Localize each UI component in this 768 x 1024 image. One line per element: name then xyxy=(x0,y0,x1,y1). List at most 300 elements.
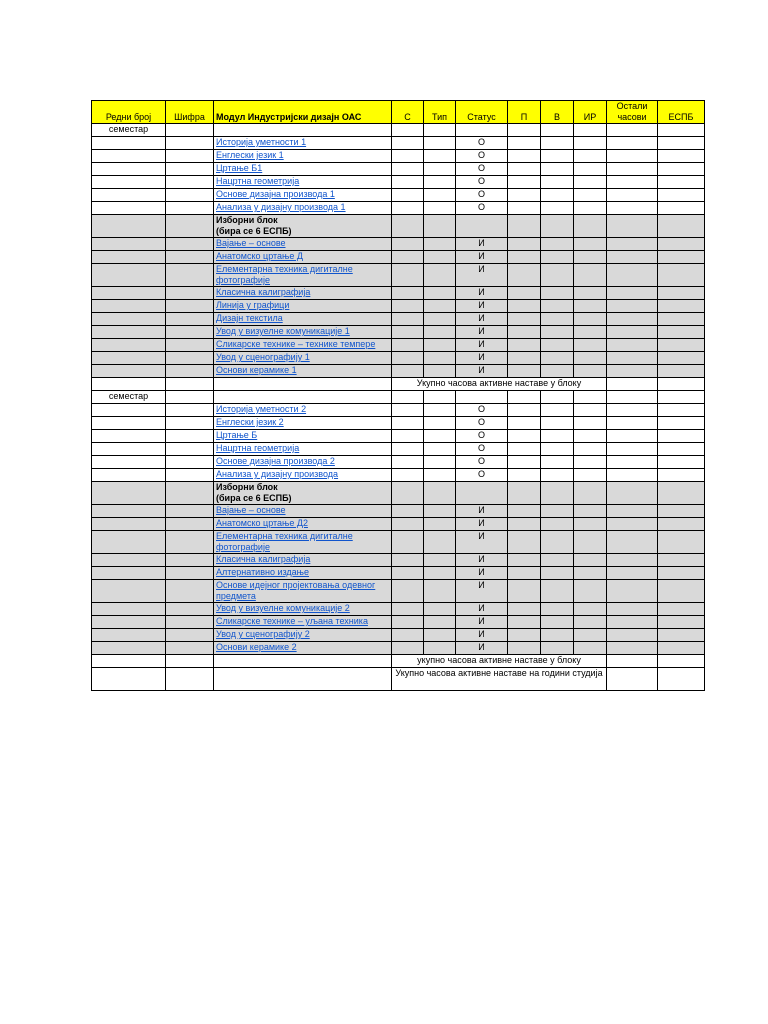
empty-cell xyxy=(392,163,424,176)
empty-cell xyxy=(658,287,705,300)
empty-cell xyxy=(92,251,166,264)
empty-cell xyxy=(574,430,607,443)
empty-cell xyxy=(424,124,456,137)
header-p: П xyxy=(508,101,541,124)
status-cell: И xyxy=(456,339,508,352)
empty-cell xyxy=(92,202,166,215)
empty-cell xyxy=(607,378,658,391)
empty-cell xyxy=(392,391,424,404)
empty-cell xyxy=(92,378,166,391)
course-name-cell xyxy=(214,137,392,150)
empty-cell xyxy=(541,326,574,339)
empty-cell xyxy=(508,456,541,469)
empty-cell xyxy=(508,365,541,378)
empty-cell xyxy=(166,238,214,251)
status-cell: О xyxy=(456,417,508,430)
empty-cell xyxy=(508,176,541,189)
block-total-label: Укупно часова активне наставе у блоку xyxy=(392,378,607,391)
empty-cell xyxy=(166,215,214,238)
empty-cell xyxy=(508,189,541,202)
year-total-label: Укупно часова активне наставе на години студија xyxy=(392,668,607,691)
status-cell: И xyxy=(456,531,508,554)
empty-cell xyxy=(166,150,214,163)
empty-cell xyxy=(424,518,456,531)
empty-cell xyxy=(658,264,705,287)
empty-cell xyxy=(607,238,658,251)
table-header-row xyxy=(92,101,705,124)
empty-cell xyxy=(607,603,658,616)
course-row xyxy=(92,163,705,176)
empty-cell xyxy=(607,629,658,642)
status-cell: И xyxy=(456,603,508,616)
course-row xyxy=(92,189,705,202)
course-link[interactable]: Увод у сценографију 2 xyxy=(216,629,310,639)
block-total-row xyxy=(92,378,705,391)
empty-cell xyxy=(424,616,456,629)
status-cell: О xyxy=(456,163,508,176)
empty-cell xyxy=(92,505,166,518)
empty-cell xyxy=(392,339,424,352)
empty-cell xyxy=(424,326,456,339)
course-link[interactable]: Цртање Б1 xyxy=(216,163,263,173)
empty-cell xyxy=(607,176,658,189)
empty-cell xyxy=(574,137,607,150)
course-link[interactable]: Нацртна геометрија xyxy=(216,443,300,453)
empty-cell xyxy=(424,287,456,300)
empty-cell xyxy=(92,137,166,150)
empty-cell xyxy=(607,518,658,531)
course-link[interactable]: Линија у графици xyxy=(216,300,290,310)
empty-cell xyxy=(607,482,658,505)
empty-cell xyxy=(166,313,214,326)
empty-cell xyxy=(658,378,705,391)
empty-cell xyxy=(392,150,424,163)
course-link[interactable]: Анализа у дизајну производа xyxy=(216,469,339,479)
empty-cell xyxy=(607,352,658,365)
empty-cell xyxy=(607,189,658,202)
empty-cell xyxy=(424,365,456,378)
status-cell: О xyxy=(456,469,508,482)
header-modul: Модул Индустријски дизајн ОАС xyxy=(214,101,392,124)
empty-cell xyxy=(392,215,424,238)
course-link[interactable]: Анатомско цртање Д2 xyxy=(216,518,308,528)
empty-cell xyxy=(574,443,607,456)
empty-cell xyxy=(607,300,658,313)
course-link[interactable]: Увод у визуелне комуникације 2 xyxy=(216,603,350,613)
course-link[interactable]: Увод у визуелне комуникације 1 xyxy=(216,326,350,336)
course-link[interactable]: Сликарске технике – уљана техника xyxy=(216,616,368,626)
empty-cell xyxy=(392,124,424,137)
empty-cell xyxy=(508,124,541,137)
status-cell: И xyxy=(456,554,508,567)
course-name-cell xyxy=(214,313,392,326)
empty-cell xyxy=(658,469,705,482)
course-row xyxy=(92,443,705,456)
empty-cell xyxy=(166,655,214,668)
empty-cell xyxy=(607,642,658,655)
empty-cell xyxy=(658,655,705,668)
empty-cell xyxy=(607,469,658,482)
empty-cell xyxy=(508,238,541,251)
empty-cell xyxy=(574,264,607,287)
empty-cell xyxy=(166,469,214,482)
course-name-cell xyxy=(214,287,392,300)
empty-cell xyxy=(166,176,214,189)
empty-cell xyxy=(658,150,705,163)
empty-cell xyxy=(392,642,424,655)
empty-cell xyxy=(574,417,607,430)
empty-cell xyxy=(658,124,705,137)
empty-cell xyxy=(508,251,541,264)
empty-cell xyxy=(424,482,456,505)
empty-cell xyxy=(92,300,166,313)
empty-cell xyxy=(92,215,166,238)
course-link[interactable]: Енглески језик 1 xyxy=(216,150,284,160)
status-cell: И xyxy=(456,365,508,378)
block-total-row xyxy=(92,655,705,668)
empty-cell xyxy=(392,326,424,339)
course-row xyxy=(92,251,705,264)
empty-cell xyxy=(658,137,705,150)
empty-cell xyxy=(658,443,705,456)
empty-cell xyxy=(574,567,607,580)
course-link[interactable]: Основе дизајна производа 1 xyxy=(216,189,335,199)
status-cell: И xyxy=(456,300,508,313)
empty-cell xyxy=(541,189,574,202)
status-cell: И xyxy=(456,567,508,580)
empty-cell xyxy=(92,313,166,326)
course-link[interactable]: Основи керамике 2 xyxy=(216,642,297,652)
empty-cell xyxy=(658,616,705,629)
course-name-cell xyxy=(214,430,392,443)
course-row xyxy=(92,531,705,554)
semester-label: семестар xyxy=(92,124,166,137)
empty-cell xyxy=(392,287,424,300)
empty-cell xyxy=(658,163,705,176)
empty-cell xyxy=(508,469,541,482)
empty-cell xyxy=(607,404,658,417)
course-link[interactable]: Елементарна техника дигиталне фотографије xyxy=(216,264,353,285)
empty-cell xyxy=(508,518,541,531)
semester-row xyxy=(92,391,705,404)
empty-cell xyxy=(574,163,607,176)
empty-cell xyxy=(541,238,574,251)
course-link[interactable]: Основе дизајна производа 2 xyxy=(216,456,335,466)
course-link[interactable]: Историја уметности 1 xyxy=(216,137,307,147)
empty-cell xyxy=(658,313,705,326)
empty-cell xyxy=(607,616,658,629)
course-name-cell xyxy=(214,202,392,215)
empty-cell xyxy=(166,365,214,378)
empty-cell xyxy=(658,176,705,189)
empty-cell xyxy=(92,629,166,642)
empty-cell xyxy=(392,404,424,417)
empty-cell xyxy=(392,629,424,642)
empty-cell xyxy=(92,176,166,189)
empty-cell xyxy=(658,404,705,417)
empty-cell xyxy=(508,264,541,287)
course-row xyxy=(92,238,705,251)
empty-cell xyxy=(658,189,705,202)
empty-cell xyxy=(508,215,541,238)
empty-cell xyxy=(607,137,658,150)
empty-cell xyxy=(166,518,214,531)
empty-cell xyxy=(541,603,574,616)
empty-cell xyxy=(658,505,705,518)
empty-cell xyxy=(92,580,166,603)
empty-cell xyxy=(92,616,166,629)
empty-cell xyxy=(658,238,705,251)
empty-cell xyxy=(424,238,456,251)
course-name-cell xyxy=(214,300,392,313)
empty-cell xyxy=(574,352,607,365)
course-row xyxy=(92,642,705,655)
course-row xyxy=(92,326,705,339)
empty-cell xyxy=(166,163,214,176)
empty-cell xyxy=(574,150,607,163)
empty-cell xyxy=(574,176,607,189)
empty-cell xyxy=(214,391,392,404)
status-cell: И xyxy=(456,287,508,300)
empty-cell xyxy=(574,124,607,137)
empty-cell xyxy=(658,567,705,580)
empty-cell xyxy=(424,137,456,150)
empty-cell xyxy=(166,456,214,469)
course-link[interactable]: Основи керамике 1 xyxy=(216,365,297,375)
empty-cell xyxy=(658,603,705,616)
block-total-label: укупно часова активне наставе у блоку xyxy=(392,655,607,668)
empty-cell xyxy=(92,238,166,251)
course-row xyxy=(92,629,705,642)
empty-cell xyxy=(658,365,705,378)
empty-cell xyxy=(658,215,705,238)
course-row xyxy=(92,456,705,469)
empty-cell xyxy=(392,443,424,456)
empty-cell xyxy=(92,365,166,378)
empty-cell xyxy=(92,642,166,655)
status-cell: И xyxy=(456,238,508,251)
empty-cell xyxy=(541,313,574,326)
course-link[interactable]: Сликарске технике – технике темпере xyxy=(216,339,376,349)
empty-cell xyxy=(607,264,658,287)
status-cell: И xyxy=(456,313,508,326)
empty-cell xyxy=(607,202,658,215)
empty-cell xyxy=(392,300,424,313)
course-link[interactable]: Анализа у дизајну производа 1 xyxy=(216,202,346,212)
empty-cell xyxy=(607,668,658,691)
course-name-cell xyxy=(214,554,392,567)
empty-cell xyxy=(92,150,166,163)
empty-cell xyxy=(392,505,424,518)
elective-block-note: (бира се 6 ЕСПБ) xyxy=(216,226,292,236)
empty-cell xyxy=(574,603,607,616)
empty-cell xyxy=(508,567,541,580)
course-name-cell xyxy=(214,642,392,655)
empty-cell xyxy=(166,603,214,616)
empty-cell xyxy=(92,189,166,202)
course-name-cell xyxy=(214,176,392,189)
course-link[interactable]: Историја уметности 2 xyxy=(216,404,307,414)
empty-cell xyxy=(424,469,456,482)
empty-cell xyxy=(166,443,214,456)
empty-cell xyxy=(607,391,658,404)
empty-cell xyxy=(541,202,574,215)
header-ir: ИР xyxy=(574,101,607,124)
course-row xyxy=(92,417,705,430)
course-link[interactable]: Класична калиграфија xyxy=(216,554,311,564)
empty-cell xyxy=(607,417,658,430)
course-link[interactable]: Класична калиграфија xyxy=(216,287,311,297)
empty-cell xyxy=(166,531,214,554)
empty-cell xyxy=(508,326,541,339)
empty-cell xyxy=(607,339,658,352)
empty-cell xyxy=(92,668,166,691)
empty-cell xyxy=(607,287,658,300)
empty-cell xyxy=(574,365,607,378)
empty-cell xyxy=(508,339,541,352)
empty-cell xyxy=(456,215,508,238)
empty-cell xyxy=(424,215,456,238)
status-cell: И xyxy=(456,326,508,339)
course-link[interactable]: Вајање – основе xyxy=(216,238,286,248)
course-row xyxy=(92,518,705,531)
empty-cell xyxy=(166,264,214,287)
empty-cell xyxy=(607,313,658,326)
course-link[interactable]: Основе идејног пројектовања одевног предмета xyxy=(216,580,376,601)
course-link[interactable]: Енглески језик 2 xyxy=(216,417,284,427)
empty-cell xyxy=(508,163,541,176)
empty-cell xyxy=(607,430,658,443)
header-tip: Тип xyxy=(424,101,456,124)
course-link[interactable]: Дизајн текстила xyxy=(216,313,283,323)
status-cell: О xyxy=(456,456,508,469)
course-name-cell xyxy=(214,251,392,264)
empty-cell xyxy=(574,616,607,629)
status-cell: О xyxy=(456,404,508,417)
empty-cell xyxy=(541,339,574,352)
course-link[interactable]: Елементарна техника дигиталне фотографије xyxy=(216,531,353,552)
course-row xyxy=(92,580,705,603)
status-cell: И xyxy=(456,616,508,629)
empty-cell xyxy=(574,339,607,352)
empty-cell xyxy=(607,150,658,163)
empty-cell xyxy=(166,352,214,365)
status-cell: И xyxy=(456,518,508,531)
empty-cell xyxy=(574,580,607,603)
empty-cell xyxy=(92,417,166,430)
empty-cell xyxy=(508,300,541,313)
empty-cell xyxy=(541,443,574,456)
empty-cell xyxy=(92,603,166,616)
empty-cell xyxy=(508,404,541,417)
empty-cell xyxy=(166,642,214,655)
course-link[interactable]: Увод у сценографију 1 xyxy=(216,352,310,362)
empty-cell xyxy=(424,163,456,176)
empty-cell xyxy=(508,202,541,215)
empty-cell xyxy=(508,417,541,430)
empty-cell xyxy=(166,482,214,505)
empty-cell xyxy=(541,176,574,189)
empty-cell xyxy=(541,352,574,365)
course-link[interactable]: Вајање – основе xyxy=(216,505,286,515)
empty-cell xyxy=(574,215,607,238)
empty-cell xyxy=(166,378,214,391)
empty-cell xyxy=(574,469,607,482)
status-cell: И xyxy=(456,352,508,365)
course-link[interactable]: Цртање Б xyxy=(216,430,258,440)
empty-cell xyxy=(658,339,705,352)
empty-cell xyxy=(424,313,456,326)
elective-block-title xyxy=(214,215,392,238)
empty-cell xyxy=(166,505,214,518)
empty-cell xyxy=(607,163,658,176)
status-cell: И xyxy=(456,629,508,642)
course-name-cell xyxy=(214,326,392,339)
empty-cell xyxy=(92,287,166,300)
empty-cell xyxy=(574,251,607,264)
empty-cell xyxy=(541,300,574,313)
empty-cell xyxy=(508,313,541,326)
empty-cell xyxy=(574,391,607,404)
course-row xyxy=(92,264,705,287)
empty-cell xyxy=(607,251,658,264)
empty-cell xyxy=(92,352,166,365)
empty-cell xyxy=(574,238,607,251)
course-row xyxy=(92,554,705,567)
empty-cell xyxy=(166,404,214,417)
course-name-cell xyxy=(214,163,392,176)
empty-cell xyxy=(392,469,424,482)
empty-cell xyxy=(607,326,658,339)
empty-cell xyxy=(424,456,456,469)
course-name-cell xyxy=(214,189,392,202)
empty-cell xyxy=(541,531,574,554)
course-name-cell xyxy=(214,404,392,417)
header-sifra: Шифра xyxy=(166,101,214,124)
header-ostali: Остали часови xyxy=(607,101,658,124)
empty-cell xyxy=(607,365,658,378)
course-link[interactable]: Анатомско цртање Д xyxy=(216,251,303,261)
empty-cell xyxy=(166,567,214,580)
empty-cell xyxy=(658,629,705,642)
empty-cell xyxy=(508,443,541,456)
course-link[interactable]: Алтернативно издање xyxy=(216,567,310,577)
empty-cell xyxy=(574,505,607,518)
empty-cell xyxy=(658,202,705,215)
empty-cell xyxy=(607,580,658,603)
course-row xyxy=(92,505,705,518)
empty-cell xyxy=(166,300,214,313)
course-link[interactable]: Нацртна геометрија xyxy=(216,176,300,186)
empty-cell xyxy=(508,531,541,554)
empty-cell xyxy=(574,404,607,417)
empty-cell xyxy=(424,300,456,313)
empty-cell xyxy=(92,430,166,443)
course-name-cell xyxy=(214,443,392,456)
empty-cell xyxy=(92,404,166,417)
empty-cell xyxy=(392,482,424,505)
course-name-cell xyxy=(214,505,392,518)
curriculum-table xyxy=(91,100,705,691)
empty-cell xyxy=(607,567,658,580)
empty-cell xyxy=(541,469,574,482)
header-v: В xyxy=(541,101,574,124)
course-row xyxy=(92,287,705,300)
empty-cell xyxy=(392,554,424,567)
status-cell: О xyxy=(456,150,508,163)
elective-block-note: (бира се 6 ЕСПБ) xyxy=(216,493,292,503)
empty-cell xyxy=(574,629,607,642)
